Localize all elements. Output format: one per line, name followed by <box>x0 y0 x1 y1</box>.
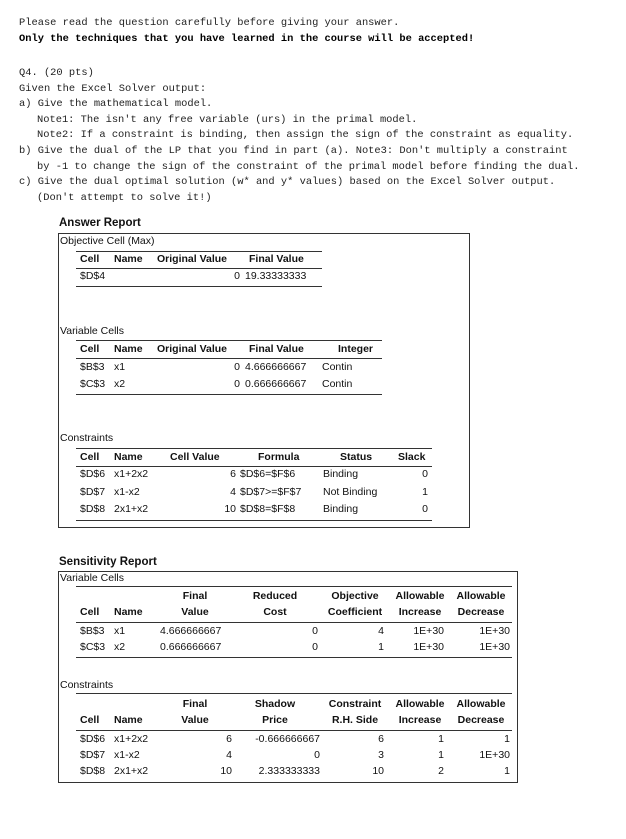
ar-constraints-bottom-rule <box>76 520 432 521</box>
sr-var-col-allow-inc-top: Allowable <box>395 590 445 602</box>
objective-col-name: Name <box>114 253 143 265</box>
objective-col-final: Final Value <box>249 253 304 265</box>
intro-line-2: Only the techniques that you have learned in the course will be accepted! <box>19 33 475 45</box>
variables-col-original: Original Value <box>157 343 228 355</box>
sr-con-row-1-dec: 1 <box>504 733 510 745</box>
sr-var-row-1-value: 4.666666667 <box>160 625 222 637</box>
sr-con-col-increase: Increase <box>398 714 442 726</box>
ar-constraint-row-1-value: 6 <box>230 468 236 480</box>
ar-constraints-header-bottom-rule <box>76 466 432 467</box>
sr-con-row-1-cell: $D$6 <box>80 733 106 745</box>
ar-constraints-col-cell: Cell <box>80 451 100 463</box>
sr-var-row-1-name: x1 <box>114 625 126 637</box>
ar-constraints-col-formula: Formula <box>258 451 300 463</box>
sr-con-row-2-name: x1-x2 <box>114 749 140 761</box>
variables-row-2-integer: Contin <box>322 378 353 390</box>
intro-line-1: Please read the question carefully before giving your answer. <box>19 17 400 29</box>
sr-con-row-3-name: 2x1+x2 <box>114 765 149 777</box>
sr-con-row-1-price: -0.666666667 <box>255 733 320 745</box>
ar-constraints-col-name: Name <box>114 451 143 463</box>
ar-constraint-row-2-slack: 1 <box>422 486 428 498</box>
variables-col-final: Final Value <box>249 343 304 355</box>
sr-con-col-shadow-top: Shadow <box>254 698 296 710</box>
objective-original-value: 0 <box>234 270 240 282</box>
ar-constraint-row-2-status: Not Binding <box>323 486 378 498</box>
sr-con-row-3-rhs: 10 <box>372 765 384 777</box>
sr-var-row-2-coef: 1 <box>378 641 384 653</box>
sr-con-col-name: Name <box>114 714 143 726</box>
variables-section-title: Variable Cells <box>60 325 124 337</box>
sr-con-col-final-top: Final <box>182 698 208 710</box>
sr-con-col-constraint-top: Constraint <box>328 698 382 710</box>
question-part-b-line-2: by -1 to change the sign of the constraint of the primal model before finding the dual. <box>37 161 580 173</box>
sr-con-row-3-value: 10 <box>220 765 232 777</box>
sr-con-col-allow-inc-top: Allowable <box>395 698 445 710</box>
question-part-c-line-1: c) Give the dual optimal solution (w* and y* values) based on the Excel Solver output. <box>19 176 556 188</box>
sr-con-col-decrease: Decrease <box>457 714 505 726</box>
variables-row-1-cell: $B$3 <box>80 361 105 373</box>
sr-con-col-cell: Cell <box>80 714 100 726</box>
variables-bottom-rule <box>76 394 382 395</box>
objective-col-cell: Cell <box>80 253 100 265</box>
sensitivity-report-title: Sensitivity Report <box>59 556 157 568</box>
sr-con-row-1-inc: 1 <box>438 733 444 745</box>
sr-var-row-1-cell: $B$3 <box>80 625 105 637</box>
answer-report-frame-top <box>58 233 470 234</box>
objective-cell: $D$4 <box>80 270 106 282</box>
sr-var-row-2-dec: 1E+30 <box>479 641 510 653</box>
question-header: Q4. (20 pts) <box>19 67 94 79</box>
variables-col-name: Name <box>114 343 143 355</box>
sr-var-col-cost: Cost <box>263 606 287 618</box>
sr-var-row-1-dec: 1E+30 <box>479 625 510 637</box>
sr-var-col-reduced-top: Reduced <box>252 590 298 602</box>
sr-con-row-1-rhs: 6 <box>378 733 384 745</box>
variables-row-1-integer: Contin <box>322 361 353 373</box>
sr-con-row-3-cell: $D$8 <box>80 765 106 777</box>
ar-constraints-col-cell-value: Cell Value <box>170 451 220 463</box>
ar-constraint-row-3-cell: $D$8 <box>80 503 106 515</box>
ar-constraint-row-1-slack: 0 <box>422 468 428 480</box>
objective-section-title: Objective Cell (Max) <box>60 235 155 247</box>
answer-report-frame-left <box>58 233 59 528</box>
objective-final-value: 19.33333333 <box>245 270 307 282</box>
ar-constraint-row-1-cell: $D$6 <box>80 468 106 480</box>
ar-constraint-row-2-name: x1-x2 <box>114 486 140 498</box>
variables-col-integer: Integer <box>338 343 374 355</box>
sr-var-col-final-top: Final <box>182 590 208 602</box>
sr-var-row-2-cell: $C$3 <box>80 641 106 653</box>
sr-con-row-3-dec: 1 <box>504 765 510 777</box>
sr-var-col-name: Name <box>114 606 143 618</box>
question-part-a: a) Give the mathematical model. <box>19 98 213 110</box>
sr-var-col-objective-top: Objective <box>331 590 379 602</box>
sr-constraints-section-title: Constraints <box>60 679 114 691</box>
sr-variables-section-title: Variable Cells <box>60 572 124 584</box>
sr-con-row-2-value: 4 <box>226 749 232 761</box>
sr-con-row-2-dec: 1E+30 <box>479 749 510 761</box>
ar-constraint-row-3-status: Binding <box>323 503 359 515</box>
variables-row-2-original: 0 <box>234 378 240 390</box>
variables-row-2-final: 0.666666667 <box>245 378 307 390</box>
sr-con-row-2-inc: 1 <box>438 749 444 761</box>
sr-var-row-2-cost: 0 <box>312 641 318 653</box>
sensitivity-frame-bottom <box>58 782 518 783</box>
answer-report-title: Answer Report <box>59 217 141 229</box>
variables-row-2-cell: $C$3 <box>80 378 106 390</box>
sr-variables-bottom-rule <box>76 657 512 658</box>
sr-var-row-2-value: 0.666666667 <box>160 641 222 653</box>
variables-header-bottom-rule <box>76 358 382 359</box>
ar-constraints-col-status: Status <box>340 451 373 463</box>
sensitivity-frame-left <box>58 571 59 783</box>
sr-var-col-allow-dec-top: Allowable <box>456 590 506 602</box>
ar-constraint-row-2-cell: $D$7 <box>80 486 106 498</box>
answer-report-frame-bottom <box>58 527 470 528</box>
sr-con-row-2-rhs: 3 <box>378 749 384 761</box>
sr-con-row-2-cell: $D$7 <box>80 749 106 761</box>
ar-constraint-row-3-formula: $D$8=$F$8 <box>240 503 296 515</box>
sr-var-row-2-name: x2 <box>114 641 126 653</box>
variables-row-1-final: 4.666666667 <box>245 361 307 373</box>
sr-var-col-value: Value <box>181 606 209 618</box>
question-part-c-line-2: (Don't attempt to solve it!) <box>37 192 212 204</box>
sr-var-row-1-cost: 0 <box>312 625 318 637</box>
sr-variables-header-bottom-rule <box>76 622 512 623</box>
ar-constraints-header-top-rule <box>76 448 432 449</box>
answer-report-frame-right <box>469 233 470 528</box>
sr-con-row-3-inc: 2 <box>438 765 444 777</box>
ar-constraints-section-title: Constraints <box>60 432 114 444</box>
sr-variables-header-top-rule <box>76 586 512 587</box>
variables-row-1-original: 0 <box>234 361 240 373</box>
ar-constraints-col-slack: Slack <box>398 451 426 463</box>
sr-var-row-2-inc: 1E+30 <box>413 641 444 653</box>
question-part-b-line-1: b) Give the dual of the LP that you find in part (a). Note3: Don't multiply a constraint <box>19 145 568 157</box>
variables-header-top-rule <box>76 340 382 341</box>
sr-var-col-coefficient: Coefficient <box>327 606 383 618</box>
question-note-2: Note2: If a constraint is binding, then assign the sign of the constraint as equality. <box>37 129 574 141</box>
sr-var-row-1-inc: 1E+30 <box>413 625 444 637</box>
sr-con-row-1-value: 6 <box>226 733 232 745</box>
sr-var-col-increase: Increase <box>398 606 442 618</box>
sr-constraints-header-top-rule <box>76 693 512 694</box>
objective-col-original: Original Value <box>157 253 228 265</box>
variables-row-1-name: x1 <box>114 361 126 373</box>
sensitivity-frame-top <box>58 571 518 572</box>
sr-con-col-rhs: R.H. Side <box>331 714 379 726</box>
ar-constraint-row-3-value: 10 <box>224 503 236 515</box>
variables-row-2-name: x2 <box>114 378 126 390</box>
question-given: Given the Excel Solver output: <box>19 83 207 95</box>
ar-constraint-row-3-name: 2x1+x2 <box>114 503 149 515</box>
sr-con-col-value: Value <box>181 714 209 726</box>
sr-con-col-price: Price <box>262 714 288 726</box>
objective-header-bottom-rule <box>76 268 322 269</box>
variables-col-cell: Cell <box>80 343 100 355</box>
sensitivity-frame-right <box>517 571 518 783</box>
ar-constraint-row-2-formula: $D$7>=$F$7 <box>240 486 302 498</box>
objective-bottom-rule <box>76 286 322 287</box>
sr-var-col-decrease: Decrease <box>457 606 505 618</box>
objective-header-top-rule <box>76 251 322 252</box>
sr-con-row-1-name: x1+2x2 <box>114 733 149 745</box>
sr-con-row-2-price: 0 <box>314 749 320 761</box>
ar-constraint-row-1-name: x1+2x2 <box>114 468 149 480</box>
ar-constraint-row-2-value: 4 <box>230 486 236 498</box>
sr-constraints-header-bottom-rule <box>76 730 512 731</box>
sr-var-col-cell: Cell <box>80 606 100 618</box>
sr-con-row-3-price: 2.333333333 <box>258 765 320 777</box>
question-note-1: Note1: The isn't any free variable (urs) in the primal model. <box>37 114 418 126</box>
sr-var-row-1-coef: 4 <box>378 625 384 637</box>
ar-constraint-row-1-status: Binding <box>323 468 359 480</box>
sr-con-col-allow-dec-top: Allowable <box>456 698 506 710</box>
ar-constraint-row-1-formula: $D$6=$F$6 <box>240 468 296 480</box>
ar-constraint-row-3-slack: 0 <box>422 503 428 515</box>
